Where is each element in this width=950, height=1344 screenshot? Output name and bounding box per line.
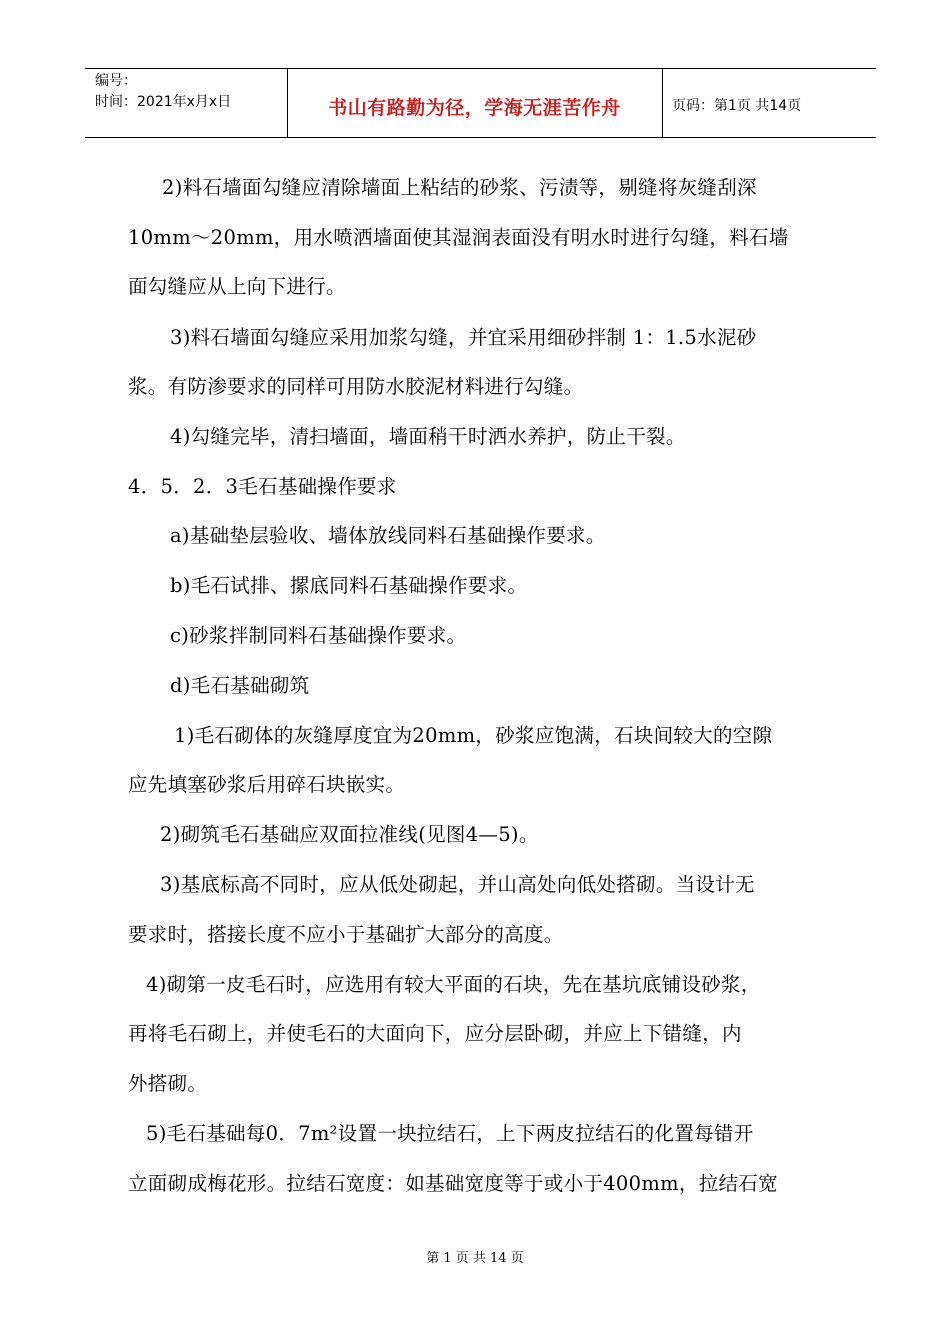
text-line: 1)毛石砌体的灰缝厚度宜为20mm，砂浆应饱满，石块间较大的空隙 <box>174 724 773 747</box>
page-info: 页码：第1页 共14页 <box>672 98 802 114</box>
header-page-cell <box>662 69 876 137</box>
text-line: a)基础垫层验收、墙体放线同料石基础操作要求。 <box>170 524 606 547</box>
number-label: 编号： <box>95 73 137 89</box>
text-line: 10mm～20mm，用水喷洒墙面使其湿润表面没有明水时进行勾缝，料石墙 <box>128 226 789 249</box>
header-motto-cell <box>287 69 663 137</box>
text-line: 2)料石墙面勾缝应清除墙面上粘结的砂浆、污渍等，剔缝将灰缝刮深 <box>162 176 757 199</box>
text-line: 5)毛石基础每0．7m²设置一块拉结石，上下两皮拉结石的化置每错开 <box>146 1122 754 1145</box>
text-line: 面勾缝应从上向下进行。 <box>128 275 346 298</box>
text-line: 2)砌筑毛石基础应双面拉准线(见图4—5)。 <box>160 823 539 846</box>
section-heading: 4．5．2．3毛石基础操作要求 <box>128 475 397 498</box>
text-line: 应先填塞砂浆后用碎石块嵌实。 <box>128 773 406 796</box>
text-line: b)毛石试排、摞底同料石基础操作要求。 <box>170 574 528 597</box>
text-line: c)砂浆拌制同料石基础操作要求。 <box>170 624 467 647</box>
page-footer: 第 1 页 共 14 页 <box>426 1251 524 1266</box>
text-line: 浆。有防渗要求的同样可用防水胶泥材料进行勾缝。 <box>128 375 584 398</box>
motto: 书山有路勤为径，学海无涯苦作舟 <box>328 97 621 119</box>
text-line: 外搭砌。 <box>128 1072 208 1095</box>
text-line: 4)砌第一皮毛石时，应选用有较大平面的石块，先在基坑底铺设砂浆， <box>146 973 761 996</box>
text-line: 要求时，搭接长度不应小于基础扩大部分的高度。 <box>128 923 564 946</box>
text-line: d)毛石基础砌筑 <box>170 674 310 697</box>
text-line: 3)基底标高不同时，应从低处砌起，并山高处向低处搭砌。当设计无 <box>160 873 755 896</box>
text-line: 3)料石墙面勾缝应采用加浆勾缝，并宜采用细砂拌制 1：1.5水泥砂 <box>170 326 757 349</box>
text-line: 4)勾缝完毕，清扫墙面，墙面稍干时洒水养护，防止干裂。 <box>170 425 686 448</box>
text-line: 再将毛石砌上，并使毛石的大面向下，应分层卧砌，并应上下错缝，内 <box>128 1022 742 1045</box>
time-label: 时间：2021年x月x日 <box>95 94 232 110</box>
header-meta-cell <box>85 69 288 137</box>
text-line: 立面砌成梅花形。拉结石宽度：如基础宽度等于或小于400mm，拉结石宽 <box>128 1172 778 1195</box>
page-header <box>85 68 876 138</box>
